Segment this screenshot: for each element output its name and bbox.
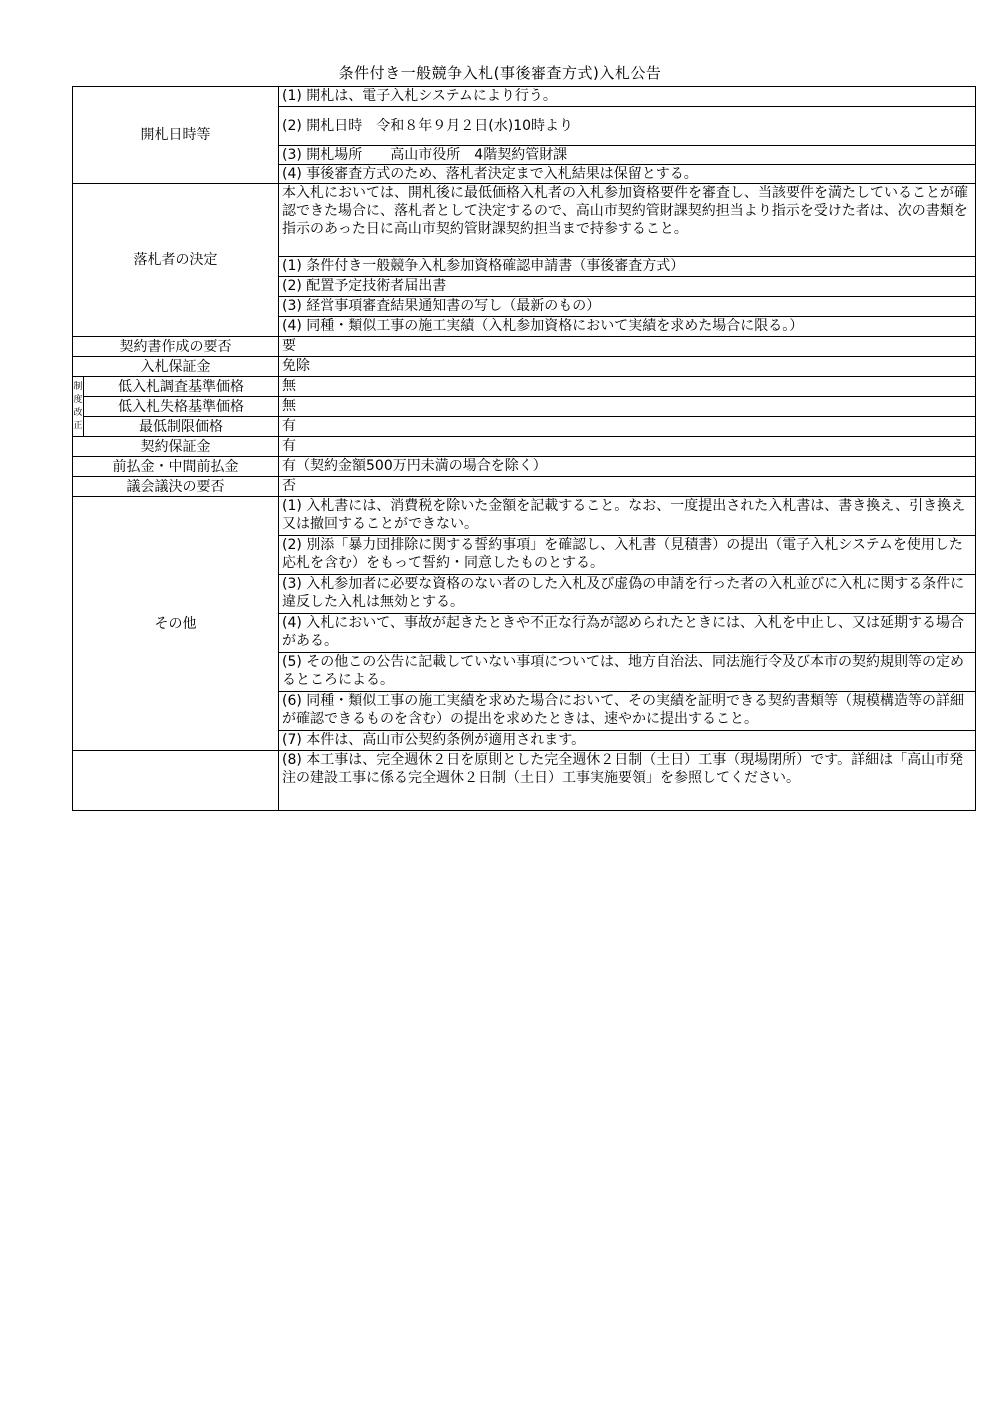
row-value: 否 xyxy=(279,477,976,497)
rakusatsu-intro: 本入札においては、開札後に最低価格入札者の入札参加資格要件を審査し、当該要件を満たしていることが確認できた場合に、落札者として決定するので、高山市契約管財課契約担当より指示を受けた者は、次の書類を指示のあった日に高山市契約管財課契約担当まで持参すること。 xyxy=(279,184,976,257)
rakusatsu-item: (1) 条件付き一般競争入札参加資格確認申請書（事後審査方式） xyxy=(279,257,976,277)
row-label: 低入札失格基準価格 xyxy=(84,397,279,417)
notice-table xyxy=(72,86,976,811)
row-value: 要 xyxy=(279,337,976,357)
sonota-item: (7) 本件は、高山市公契約条例が適用されます。 xyxy=(279,731,976,751)
kaisatsu-item: (4) 事後審査方式のため、落札者決定まで入札結果は保留とする。 xyxy=(279,165,976,184)
sonota-extra-item: (8) 本工事は、完全週休２日を原則とした完全週休２日制（土日）工事（現場閉所）です。詳細は「高山市発注の建設工事に係る完全週休２日制（土日）工事実施要領」を参照してください。 xyxy=(279,751,976,811)
row-value: 免除 xyxy=(279,357,976,377)
table-row xyxy=(73,477,976,497)
table-row xyxy=(73,751,976,811)
row-label: 前払金・中間前払金 xyxy=(73,457,279,477)
kaisatsu-label: 開札日時等 xyxy=(73,87,279,184)
seido-char: 改 xyxy=(73,407,83,418)
rakusatsu-item: (2) 配置予定技術者届出書 xyxy=(279,277,976,297)
row-label: 議会議決の要否 xyxy=(73,477,279,497)
table-row xyxy=(73,377,976,397)
seido-char: 正 xyxy=(73,420,83,431)
empty-label-cell xyxy=(73,751,279,811)
table-row xyxy=(73,337,976,357)
rakusatsu-item: (4) 同種・類似工事の施工実績（入札参加資格において実績を求めた場合に限る。） xyxy=(279,317,976,337)
table-row xyxy=(73,87,976,107)
row-value: 有 xyxy=(279,437,976,457)
row-label: 低入札調査基準価格 xyxy=(84,377,279,397)
sonota-item: (2) 別添「暴力団排除に関する誓約事項」を確認し、入札書（見積書）の提出（電子入札システムを使用した応札を含む）をもって誓約・同意したものとする。 xyxy=(279,536,976,575)
sonota-label: その他 xyxy=(73,497,279,751)
row-value: 無 xyxy=(279,397,976,417)
table-row xyxy=(73,437,976,457)
sonota-item: (1) 入札書には、消費税を除いた金額を記載すること。なお、一度提出された入札書は、書き換え、引き換え又は撤回することができない。 xyxy=(279,497,976,536)
row-label: 契約書作成の要否 xyxy=(73,337,279,357)
table-row xyxy=(73,497,976,536)
rakusatsu-item: (3) 経営事項審査結果通知書の写し（最新のもの） xyxy=(279,297,976,317)
row-value: 無 xyxy=(279,377,976,397)
row-label: 契約保証金 xyxy=(73,437,279,457)
table-row xyxy=(73,397,976,417)
sonota-item: (6) 同種・類似工事の施工実績を求めた場合において、その実績を証明できる契約書類等（規模構造等の詳細が確認できるものを含む）の提出を求めたときは、速やかに提出すること。 xyxy=(279,692,976,731)
table-row xyxy=(73,184,976,257)
sonota-item: (5) その他この公告に記載していない事項については、地方自治法、同法施行令及び本市の契約規則等の定めるところによる。 xyxy=(279,653,976,692)
seido-char: 度 xyxy=(73,394,83,405)
sonota-item: (3) 入札参加者に必要な資格のない者のした入札及び虚偽の申請を行った者の入札並びに入札に関する条件に違反した入札は無効とする。 xyxy=(279,575,976,614)
seido-char: 制 xyxy=(73,381,83,392)
sonota-item: (4) 入札において、事故が起きたときや不正な行為が認められたときには、入札を中止し、又は延期する場合がある。 xyxy=(279,614,976,653)
page-title: 条件付き一般競争入札(事後審査方式)入札公告 xyxy=(338,64,662,82)
row-value: 有 xyxy=(279,417,976,437)
rakusatsu-label: 落札者の決定 xyxy=(73,184,279,337)
table-row xyxy=(73,417,976,437)
table-row xyxy=(73,357,976,377)
kaisatsu-item: (1) 開札は、電子入札システムにより行う。 xyxy=(279,87,976,107)
seido-side-label xyxy=(73,377,84,437)
row-label: 入札保証金 xyxy=(73,357,279,377)
table-row xyxy=(73,457,976,477)
row-value: 有（契約金額500万円未満の場合を除く） xyxy=(279,457,976,477)
row-label: 最低制限価格 xyxy=(84,417,279,437)
kaisatsu-item: (2) 開札日時 令和８年９月２日(水)10時より xyxy=(279,107,976,146)
kaisatsu-item: (3) 開札場所 高山市役所 4階契約管財課 xyxy=(279,146,976,165)
